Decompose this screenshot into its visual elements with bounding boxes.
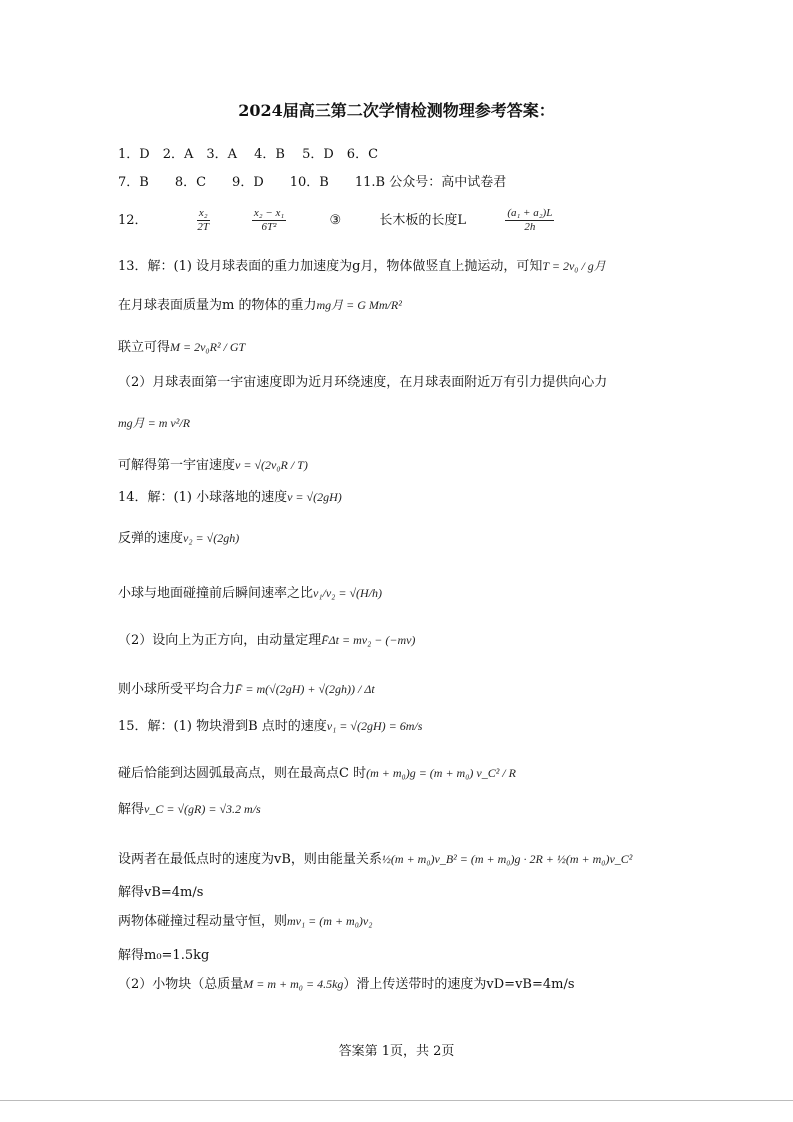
q13-formula-mass: M = 2v₀R² / GT (170, 340, 246, 354)
q15-line-1: 15．解：(1) 物块滑到B 点时的速度v₁ = √(2gH) = 6m/s (118, 719, 423, 734)
q13-line-5 (118, 414, 190, 433)
q14-line-4: （2）设向上为正方向，由动量定理F̄Δt = mv₂ − (−mv) (118, 633, 416, 648)
q15-formula-top-point: (m + m₀)g = (m + m₀) v_C² / R (366, 766, 516, 780)
q14-formula-average-force: F̄ = m(√(2gH) + √(2gh)) / Δt (235, 682, 375, 696)
q13-formula-first-cosmic-velocity: v = √(2v₀R / T) (235, 458, 308, 472)
q13-line-1: 13．解：(1) 设月球表面的重力加速度为g月，物体做竖直上抛运动，可知T = 2v₀ / g月 (118, 259, 606, 274)
q14-formula-speed-ratio: v₁/v₂ = √(H/h) (313, 586, 383, 600)
q14-formula-momentum-theorem: F̄Δt = mv₂ − (−mv) (321, 633, 416, 647)
page-title: 2024届高三第二次学情检测物理参考答案： (238, 101, 555, 120)
q13-formula-centripetal: mg月 = m v²/R (118, 416, 191, 430)
q14-line-1: 14．解：(1) 小球落地的速度v = √(2gH) (118, 490, 342, 505)
q12-answer-4: 长木板的长度L (379, 213, 467, 228)
q15-formula-energy: ½(m + m₀)v_B² = (m + m₀)g · 2R + ½(m + m₀)v_C² (381, 852, 633, 866)
q14-line-5: 则小球所受平均合力F̄ = m(√(2gH) + √(2gh)) / Δt (118, 682, 375, 697)
q12-answers (118, 204, 557, 238)
page-footer: 答案第 1页，共 2页 (338, 1044, 455, 1059)
q15-formula-vc: v_C = √(gR) = √3.2 m/s (144, 802, 261, 816)
q13-formula-gravity: mg月 = G Mm/R² (316, 298, 402, 312)
q15-line-6: 两物体碰撞过程动量守恒，则mv₁ = (m + m₀)v₂ (118, 914, 373, 929)
q13-formula-period: T = 2v₀ / g月 (542, 259, 606, 273)
q13-line-2: 在月球表面质量为m 的物体的重力mg月 = G Mm/R² (118, 298, 402, 313)
mc-answers-row-1: 1．D 2．A 3．A 4．B 5．D 6．C (118, 147, 379, 162)
q15-line-7: 解得m₀=1.5kg (118, 948, 210, 963)
q15-line-3: 解得v_C = √(gR) = √3.2 m/s (118, 802, 261, 817)
q15-line-4: 设两者在最低点时的速度为vB，则由能量关系½(m + m₀)v_B² = (m + m₀)g · 2R + ½(m + m₀)v_C² (118, 852, 633, 867)
q13-line-3: 联立可得M = 2v₀R² / GT (118, 340, 246, 355)
q14-formula-rebound-speed: v₂ = √(2gh) (183, 531, 240, 545)
page-bottom-divider (0, 1100, 793, 1101)
q15-formula-speed-at-b: v₁ = √(2gH) = 6m/s (326, 719, 423, 733)
q15-line-8: （2）小物块（总质量M = m + m₀ = 4.5kg）滑上传送带时的速度为vD=vB=4m/s (118, 977, 575, 992)
q14-line-3: 小球与地面碰撞前后瞬间速率之比v₁/v₂ = √(H/h) (118, 586, 383, 601)
q12-answer-2: $\frac{\text{x₂ − x₁}}{\text{6T²}}$ (253, 207, 285, 233)
q13-line-6: 可解得第一宇宙速度v = √(2v₀R / T) (118, 458, 308, 473)
q15-line-5: 解得vB=4m/s (118, 885, 204, 900)
q12-answer-3: ③ (329, 213, 342, 228)
q12-answer-5: $\frac{\text{(a₁ + a₂)L}}{2h}$ (507, 207, 553, 233)
q12-number: 12． (118, 213, 148, 228)
q15-formula-momentum-conservation: mv₁ = (m + m₀)v₂ (287, 914, 373, 928)
q12-answer-1: $\frac{\text{x₂}}{2T}$ (197, 207, 209, 233)
q13-line-4: （2）月球表面第一宇宙速度即为近月环绕速度，在月球表面附近万有引力提供向心力 (118, 375, 608, 390)
mc-answers-row-2: 7．B 8．C 9．D 10．B 11.B 公众号：高中试卷君 (118, 175, 507, 190)
q15-formula-total-mass: M = m + m₀ = 4.5kg (243, 977, 344, 991)
q15-line-2: 碰后恰能到达圆弧最高点，则在最高点C 时(m + m₀)g = (m + m₀) v_C² / R (118, 766, 516, 781)
q14-line-2: 反弹的速度v₂ = √(2gh) (118, 531, 240, 546)
q14-formula-landing-speed: v = √(2gH) (287, 490, 342, 504)
